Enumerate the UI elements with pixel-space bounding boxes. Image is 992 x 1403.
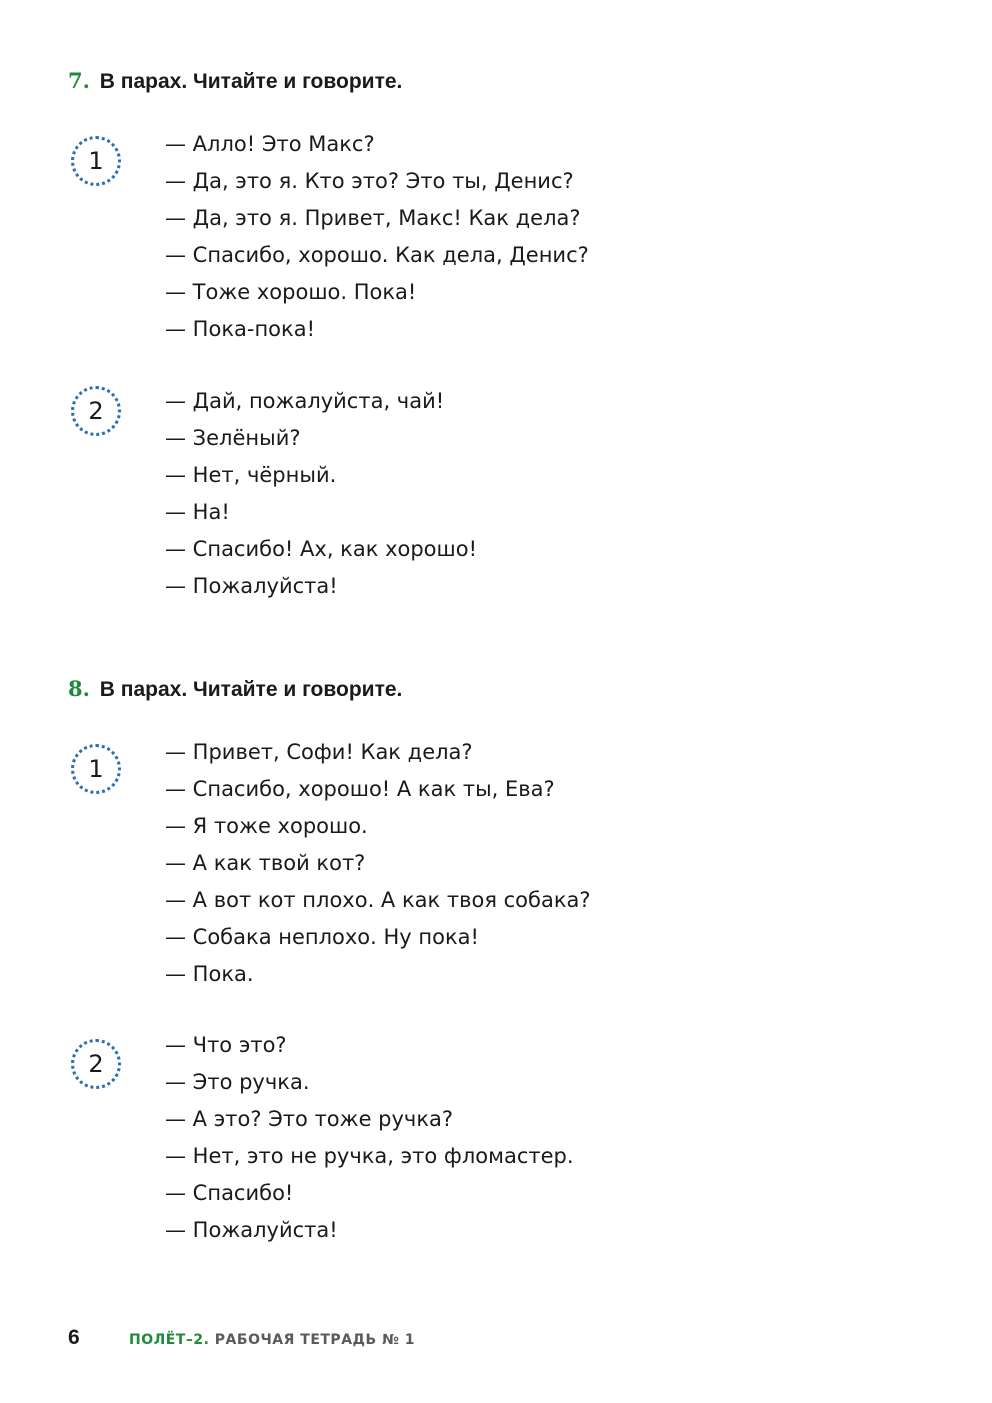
dialog-line: — Тоже хорошо. Пока! bbox=[165, 280, 417, 304]
footer-brand: ПОЛЁТ–2. bbox=[129, 1332, 210, 1348]
dialog-7-1-badge-label: 1 bbox=[88, 147, 104, 175]
dialog-line: — Пока. bbox=[165, 962, 254, 986]
dialog-8-1-badge bbox=[71, 744, 121, 794]
dialog-line: — Дай, пожалуйста, чай! bbox=[165, 389, 445, 413]
dialog-line: — Я тоже хорошо. bbox=[165, 814, 368, 838]
dialog-7-2 bbox=[165, 383, 477, 605]
dialog-line: — Спасибо, хорошо. Как дела, Денис? bbox=[165, 243, 589, 267]
dialog-line: — Привет, Софи! Как дела? bbox=[165, 740, 473, 764]
dialog-line: — Пожалуйста! bbox=[165, 574, 338, 598]
dialog-line: — А как твой кот? bbox=[165, 851, 366, 875]
dialog-line: — Да, это я. Кто это? Это ты, Денис? bbox=[165, 169, 574, 193]
dialog-line: — Спасибо! bbox=[165, 1181, 294, 1205]
dialog-line: — Спасибо! Ах, как хорошо! bbox=[165, 537, 478, 561]
dialog-line: — А это? Это тоже ручка? bbox=[165, 1107, 454, 1131]
dialog-line: — Нет, это не ручка, это фломастер. bbox=[165, 1144, 574, 1168]
dialog-line: — Зелёный? bbox=[165, 426, 301, 450]
exercise-7-title: В парах. Читайте и говорите. bbox=[99, 70, 403, 93]
dialog-8-1 bbox=[165, 734, 591, 993]
footer-subtitle: РАБОЧАЯ ТЕТРАДЬ № 1 bbox=[214, 1332, 415, 1348]
exercise-7-heading bbox=[68, 68, 402, 94]
dialog-8-2-badge bbox=[71, 1039, 121, 1089]
dialog-8-1-badge-label: 1 bbox=[88, 755, 104, 783]
dialog-line: — Пожалуйста! bbox=[165, 1218, 338, 1242]
dialog-7-2-badge-label: 2 bbox=[88, 397, 104, 425]
dialog-7-1-badge bbox=[71, 136, 121, 186]
dialog-line: — Что это? bbox=[165, 1033, 287, 1057]
dialog-line: — На! bbox=[165, 500, 230, 524]
dialog-line: — Алло! Это Макс? bbox=[165, 132, 375, 156]
exercise-8-heading bbox=[68, 676, 402, 702]
dialog-line: — Нет, чёрный. bbox=[165, 463, 337, 487]
dialog-line: — Это ручка. bbox=[165, 1070, 310, 1094]
exercise-8-number: 8. bbox=[68, 676, 90, 701]
dialog-line: — Спасибо, хорошо! А как ты, Ева? bbox=[165, 777, 555, 801]
dialog-line: — А вот кот плохо. А как твоя собака? bbox=[165, 888, 591, 912]
footer-title bbox=[129, 1332, 415, 1348]
exercise-7-number: 7. bbox=[68, 68, 90, 93]
dialog-line: — Пока-пока! bbox=[165, 317, 315, 341]
dialog-7-2-badge bbox=[71, 386, 121, 436]
dialog-7-1 bbox=[165, 126, 589, 348]
page-number: 6 bbox=[68, 1326, 80, 1349]
dialog-line: — Да, это я. Привет, Макс! Как дела? bbox=[165, 206, 581, 230]
exercise-8-title: В парах. Читайте и говорите. bbox=[99, 678, 403, 701]
dialog-line: — Собака неплохо. Ну пока! bbox=[165, 925, 479, 949]
dialog-8-2-badge-label: 2 bbox=[88, 1050, 104, 1078]
dialog-8-2 bbox=[165, 1027, 574, 1249]
